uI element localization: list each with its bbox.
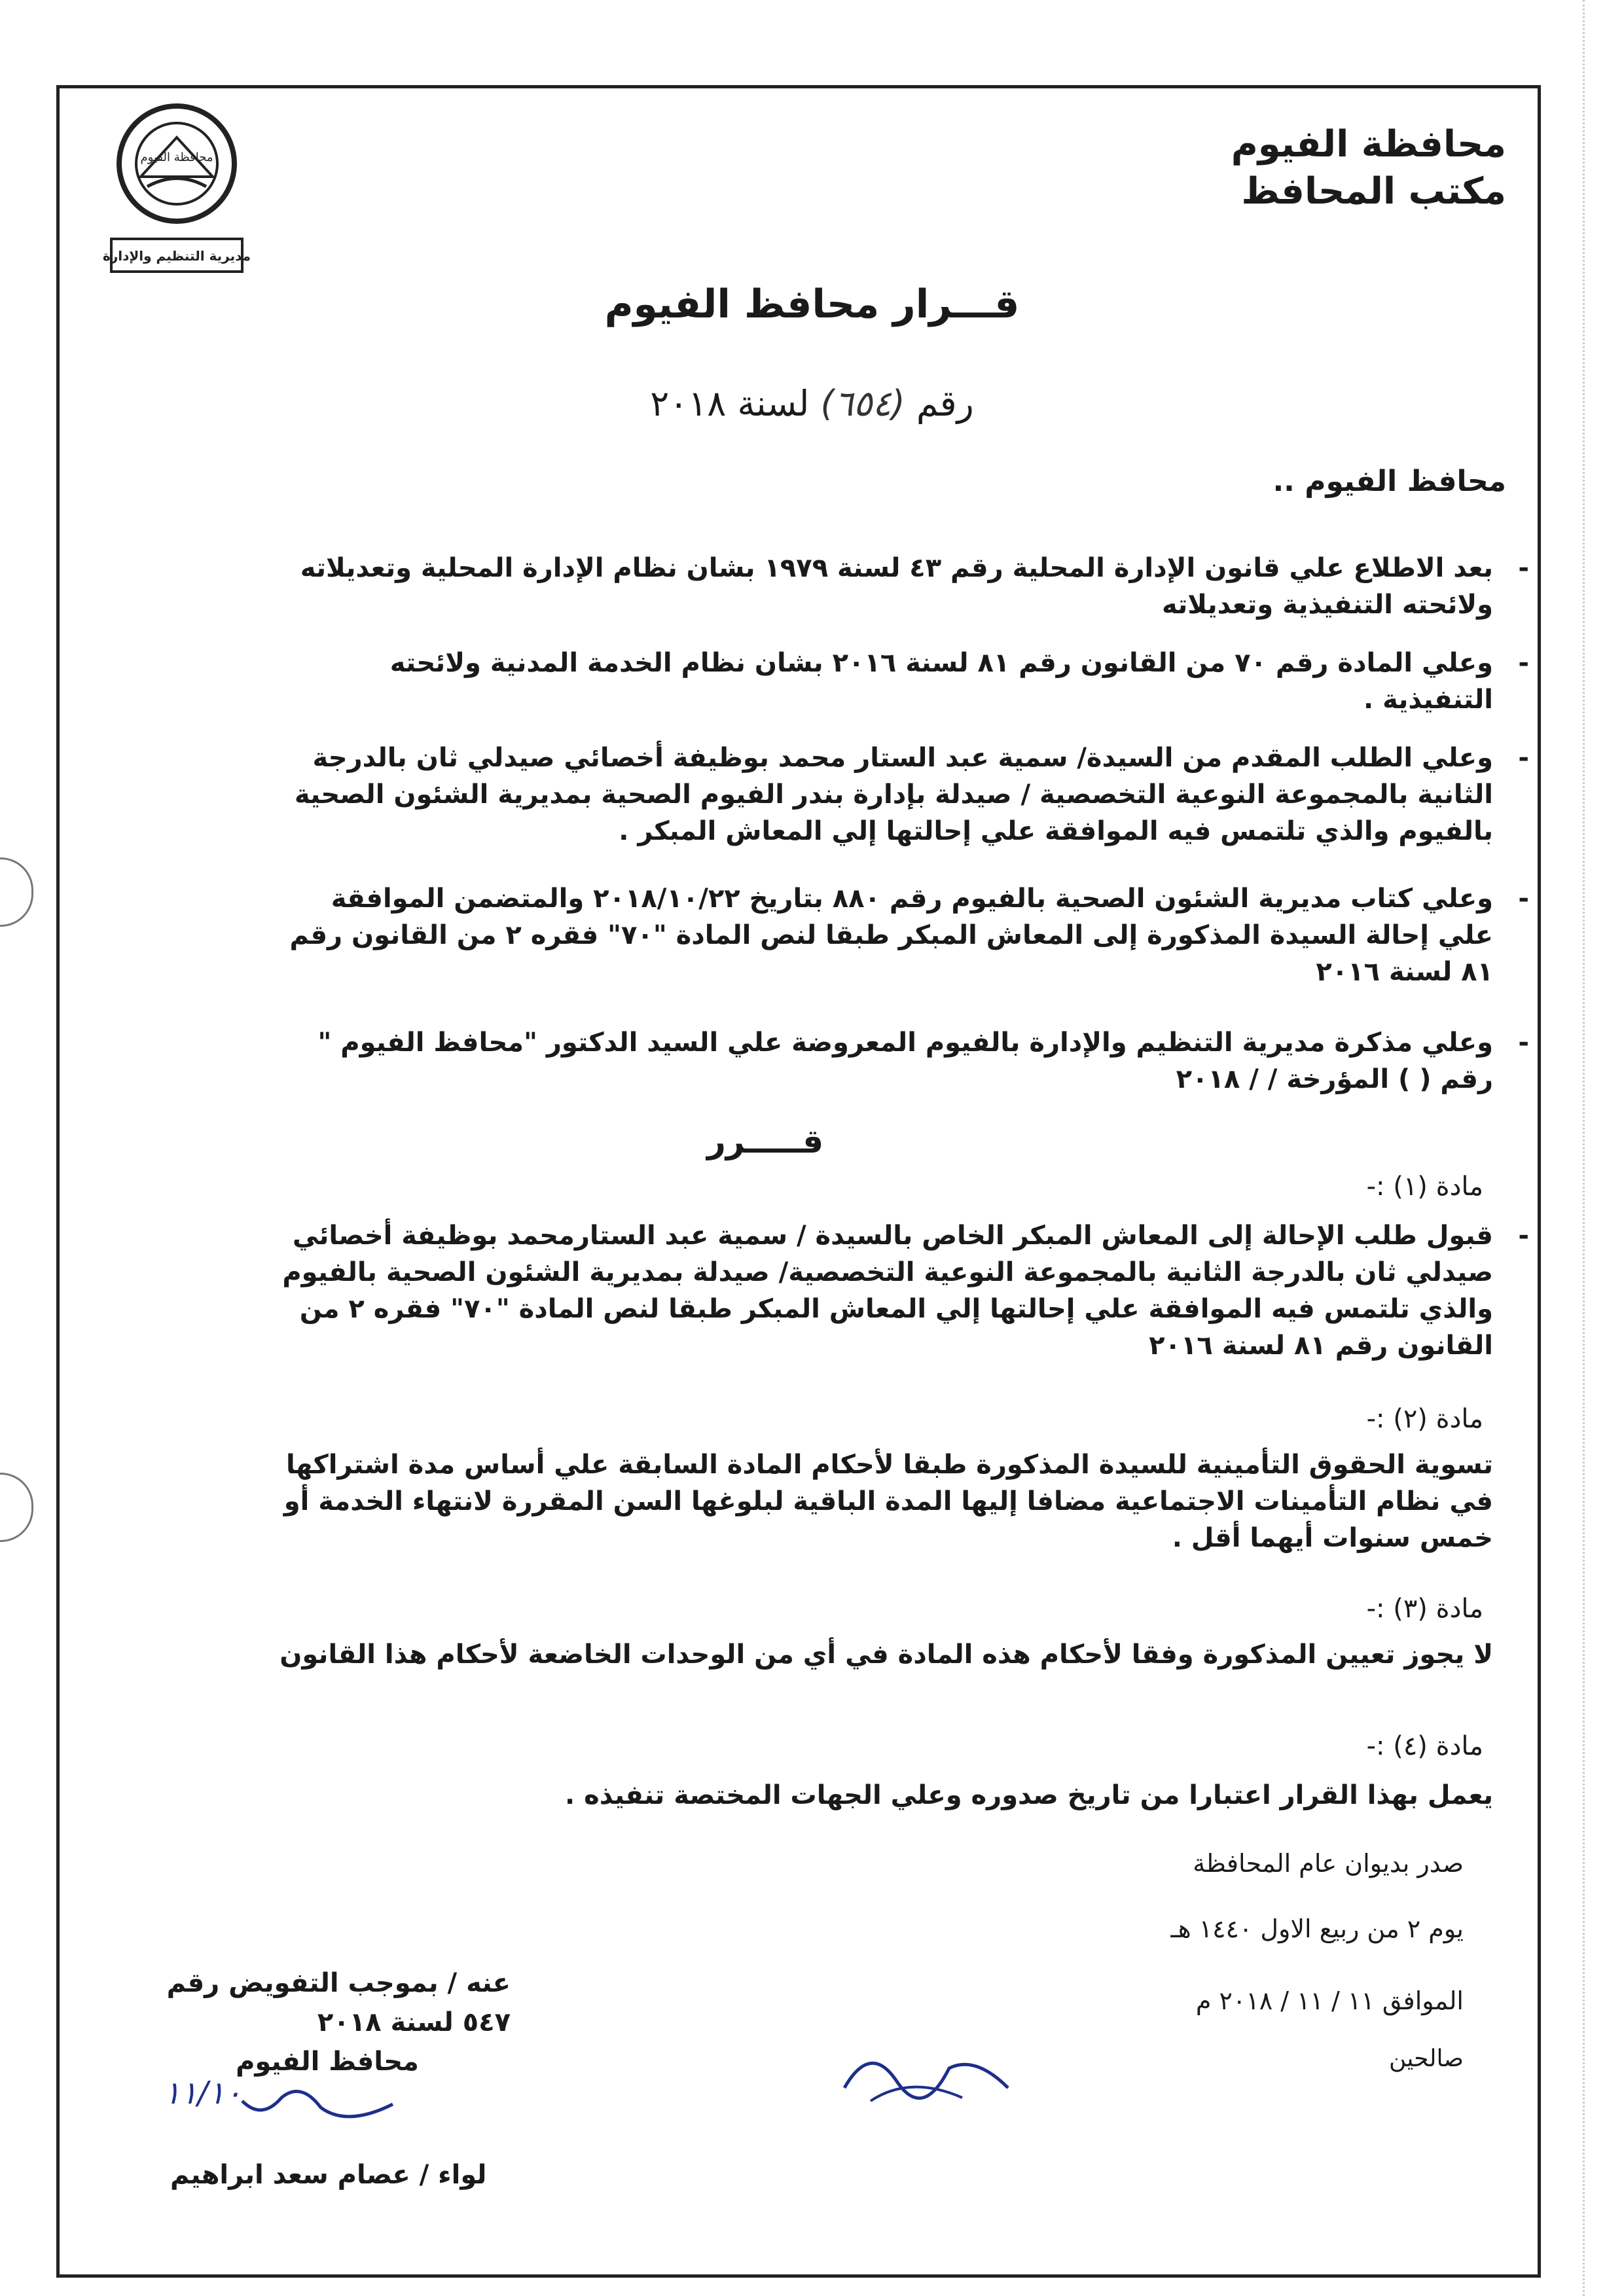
governorate-header [1179,121,1506,215]
hijri-date: يوم ٢ من ربيع الاول ١٤٤٠ هـ [1170,1914,1464,1943]
article-text: تسوية الحقوق التأمينية للسيدة المذكورة طبقا لأحكام المادة السابقة علي أساس مدة اشتراكها في نظام التأمينات الاجتماعية مضافا إليها المدة الباقية لبلوغها السن المقررة لانتهاء الخدمة أو خمس سنوات أيهما أقل . [283,1450,1493,1553]
signer-name: لواء / عصام سعد ابراهيم [170,2160,487,2190]
calligraphy-word: صالحين [1388,2045,1464,2072]
recital-text: وعلي مذكرة مديرية التنظيم والإدارة بالفيوم المعروضة علي السيد الدكتور "محافظ الفيوم " رقم ( ) المؤرخة / / ٢٠١٨ [317,1028,1493,1094]
article-1-label: مادة (١) :- [1366,1172,1483,1202]
logo-text: محافظة الفيوم [140,151,213,164]
logo-caption: مديرية التنظيم والإدارة [102,248,251,264]
article-2 [276,1446,1493,1556]
recital-text: وعلي كتاب مديرية الشئون الصحية بالفيوم رقم ٨٨٠ بتاريخ ٢٠١٨/١٠/٢٢ والمتضمن الموافقة علي إحالة السيدة المذكورة إلى المعاش المبكر طبقا لنص المادة "٧٠" فقره ٢ من القانون رقم ٨١ لسنة ٢٠١٦ [289,884,1493,987]
number-year: لسنة ٢٠١٨ [650,383,810,424]
decree-number [0,383,1624,424]
recital-3: - وعلي الطلب المقدم من السيدة/ سمية عبد الستار محمد بوظيفة أخصائي صيدلي ثان بالدرجة الثانية بالمجموعة النوعية التخصصية / صيدلة بإدارة بندر الفيوم الصحية بمديرية الشئون الصحية بالفيوم والذي تلتمس فيه الموافقة علي إحالتها إلي المعاش المبكر . [294,743,1529,846]
gregorian-date: الموافق ١١ / ١١ / ٢٠١٨ م [1195,1986,1464,2015]
recital-2: - وعلي المادة رقم ٧٠ من القانون رقم ٨١ لسنة ٢٠١٦ بشان نظام الخدمة المدنية ولائحته التنفيذية . [389,648,1529,715]
handwritten-mark [831,2029,1028,2117]
handwritten-date-note: ١١/١٠ [164,2075,242,2111]
scan-edge [1583,0,1624,2296]
delegation-line: عنه / بموجب التفويض رقم ٥٤٧ لسنة ٢٠١٨ [166,1968,511,2037]
article-1: - قبول طلب الإحالة إلى المعاش المبكر الخاص بالسيدة / سمية عبد الستارمحمد بوظيفة أخصائي صيدلي ثان بالدرجة الثانية بالمجموعة النوعية التخصصية/ صيدلة بمديرية الشئون الصحية بالفيوم والذي تلتمس فيه الموافقة علي إحالتها إلي المعاش المبكر طبقا لنص المادة "٧٠" فقره ٢ من القانون رقم ٨١ لسنة ٢٠١٦ [282,1221,1529,1361]
article-3 [276,1636,1493,1673]
delegation-block [144,1964,511,2081]
recital-5: - وعلي مذكرة مديرية التنظيم والإدارة بالفيوم المعروضة علي السيد الدكتور "محافظ الفيوم " رقم ( ) المؤرخة / / ٢٠١٨ [317,1028,1529,1094]
office-name: مكتب المحافظ [1241,170,1506,213]
recital-text: وعلي المادة رقم ٧٠ من القانون رقم ٨١ لسنة ٢٠١٦ بشان نظام الخدمة المدنية ولائحته التنفيذية . [389,648,1493,715]
recital-text: وعلي الطلب المقدم من السيدة/ سمية عبد الستار محمد بوظيفة أخصائي صيدلي ثان بالدرجة الثانية بالمجموعة النوعية التخصصية / صيدلة بإدارة بندر الفيوم الصحية بمديرية الشئون الصحية بالفيوم والذي تلتمس فيه الموافقة علي إحالتها إلي المعاش المبكر . [294,743,1493,846]
article-3-label: مادة (٣) :- [1366,1594,1483,1624]
delegation-title: محافظ الفيوم [236,2047,419,2077]
article-text: لا يجوز تعيين المذكورة وفقا لأحكام هذه المادة في أي من الوحدات الخاضعة لأحكام هذا القانون [280,1640,1493,1670]
article-4 [276,1777,1493,1814]
signature [236,2075,399,2136]
governorate-logo [98,98,255,281]
article-text: يعمل بهذا القرار اعتبارا من تاريخ صدوره وعلي الجهات المختصة تنفيذه . [565,1780,1493,1810]
issued-at: صدر بديوان عام المحافظة [1193,1849,1464,1878]
punch-hole-bottom [0,1473,33,1542]
article-4-label: مادة (٤) :- [1366,1731,1483,1761]
article-text: قبول طلب الإحالة إلى المعاش المبكر الخاص بالسيدة / سمية عبد الستارمحمد بوظيفة أخصائي صيدلي ثان بالدرجة الثانية بالمجموعة النوعية التخصصية/ صيدلة بمديرية الشئون الصحية بالفيوم والذي تلتمس فيه الموافقة علي إحالتها إلي المعاش المبكر طبقا لنص المادة "٧٠" فقره ٢ من القانون رقم ٨١ لسنة ٢٠١٦ [282,1221,1493,1361]
number-prefix: رقم [916,383,974,424]
punch-hole-top [0,857,33,927]
recital-4: - وعلي كتاب مديرية الشئون الصحية بالفيوم رقم ٨٨٠ بتاريخ ٢٠١٨/١٠/٢٢ والمتضمن الموافقة علي إحالة السيدة المذكورة إلى المعاش المبكر طبقا لنص المادة "٧٠" فقره ٢ من القانون رقم ٨١ لسنة ٢٠١٦ [289,884,1529,987]
recital-1: - بعد الاطلاع علي قانون الإدارة المحلية رقم ٤٣ لسنة ١٩٧٩ بشان نظام الإدارة المحلية وتعديلاته ولائحته التنفيذية وتعديلاته [300,553,1529,620]
recital-text: بعد الاطلاع علي قانون الإدارة المحلية رقم ٤٣ لسنة ١٩٧٩ بشان نظام الإدارة المحلية وتعديلاته ولائحته التنفيذية وتعديلاته [300,553,1493,620]
article-2-label: مادة (٢) :- [1366,1404,1483,1434]
governorate-name: محافظة الفيوم [1231,123,1506,166]
number-value: (٦٥٤) [820,383,905,424]
intro-heading: محافظ الفيوم .. [1272,465,1506,498]
decision-heading: قـــــرر [707,1122,824,1160]
decree-title: قـــرار محافظ الفيوم [604,281,1020,327]
